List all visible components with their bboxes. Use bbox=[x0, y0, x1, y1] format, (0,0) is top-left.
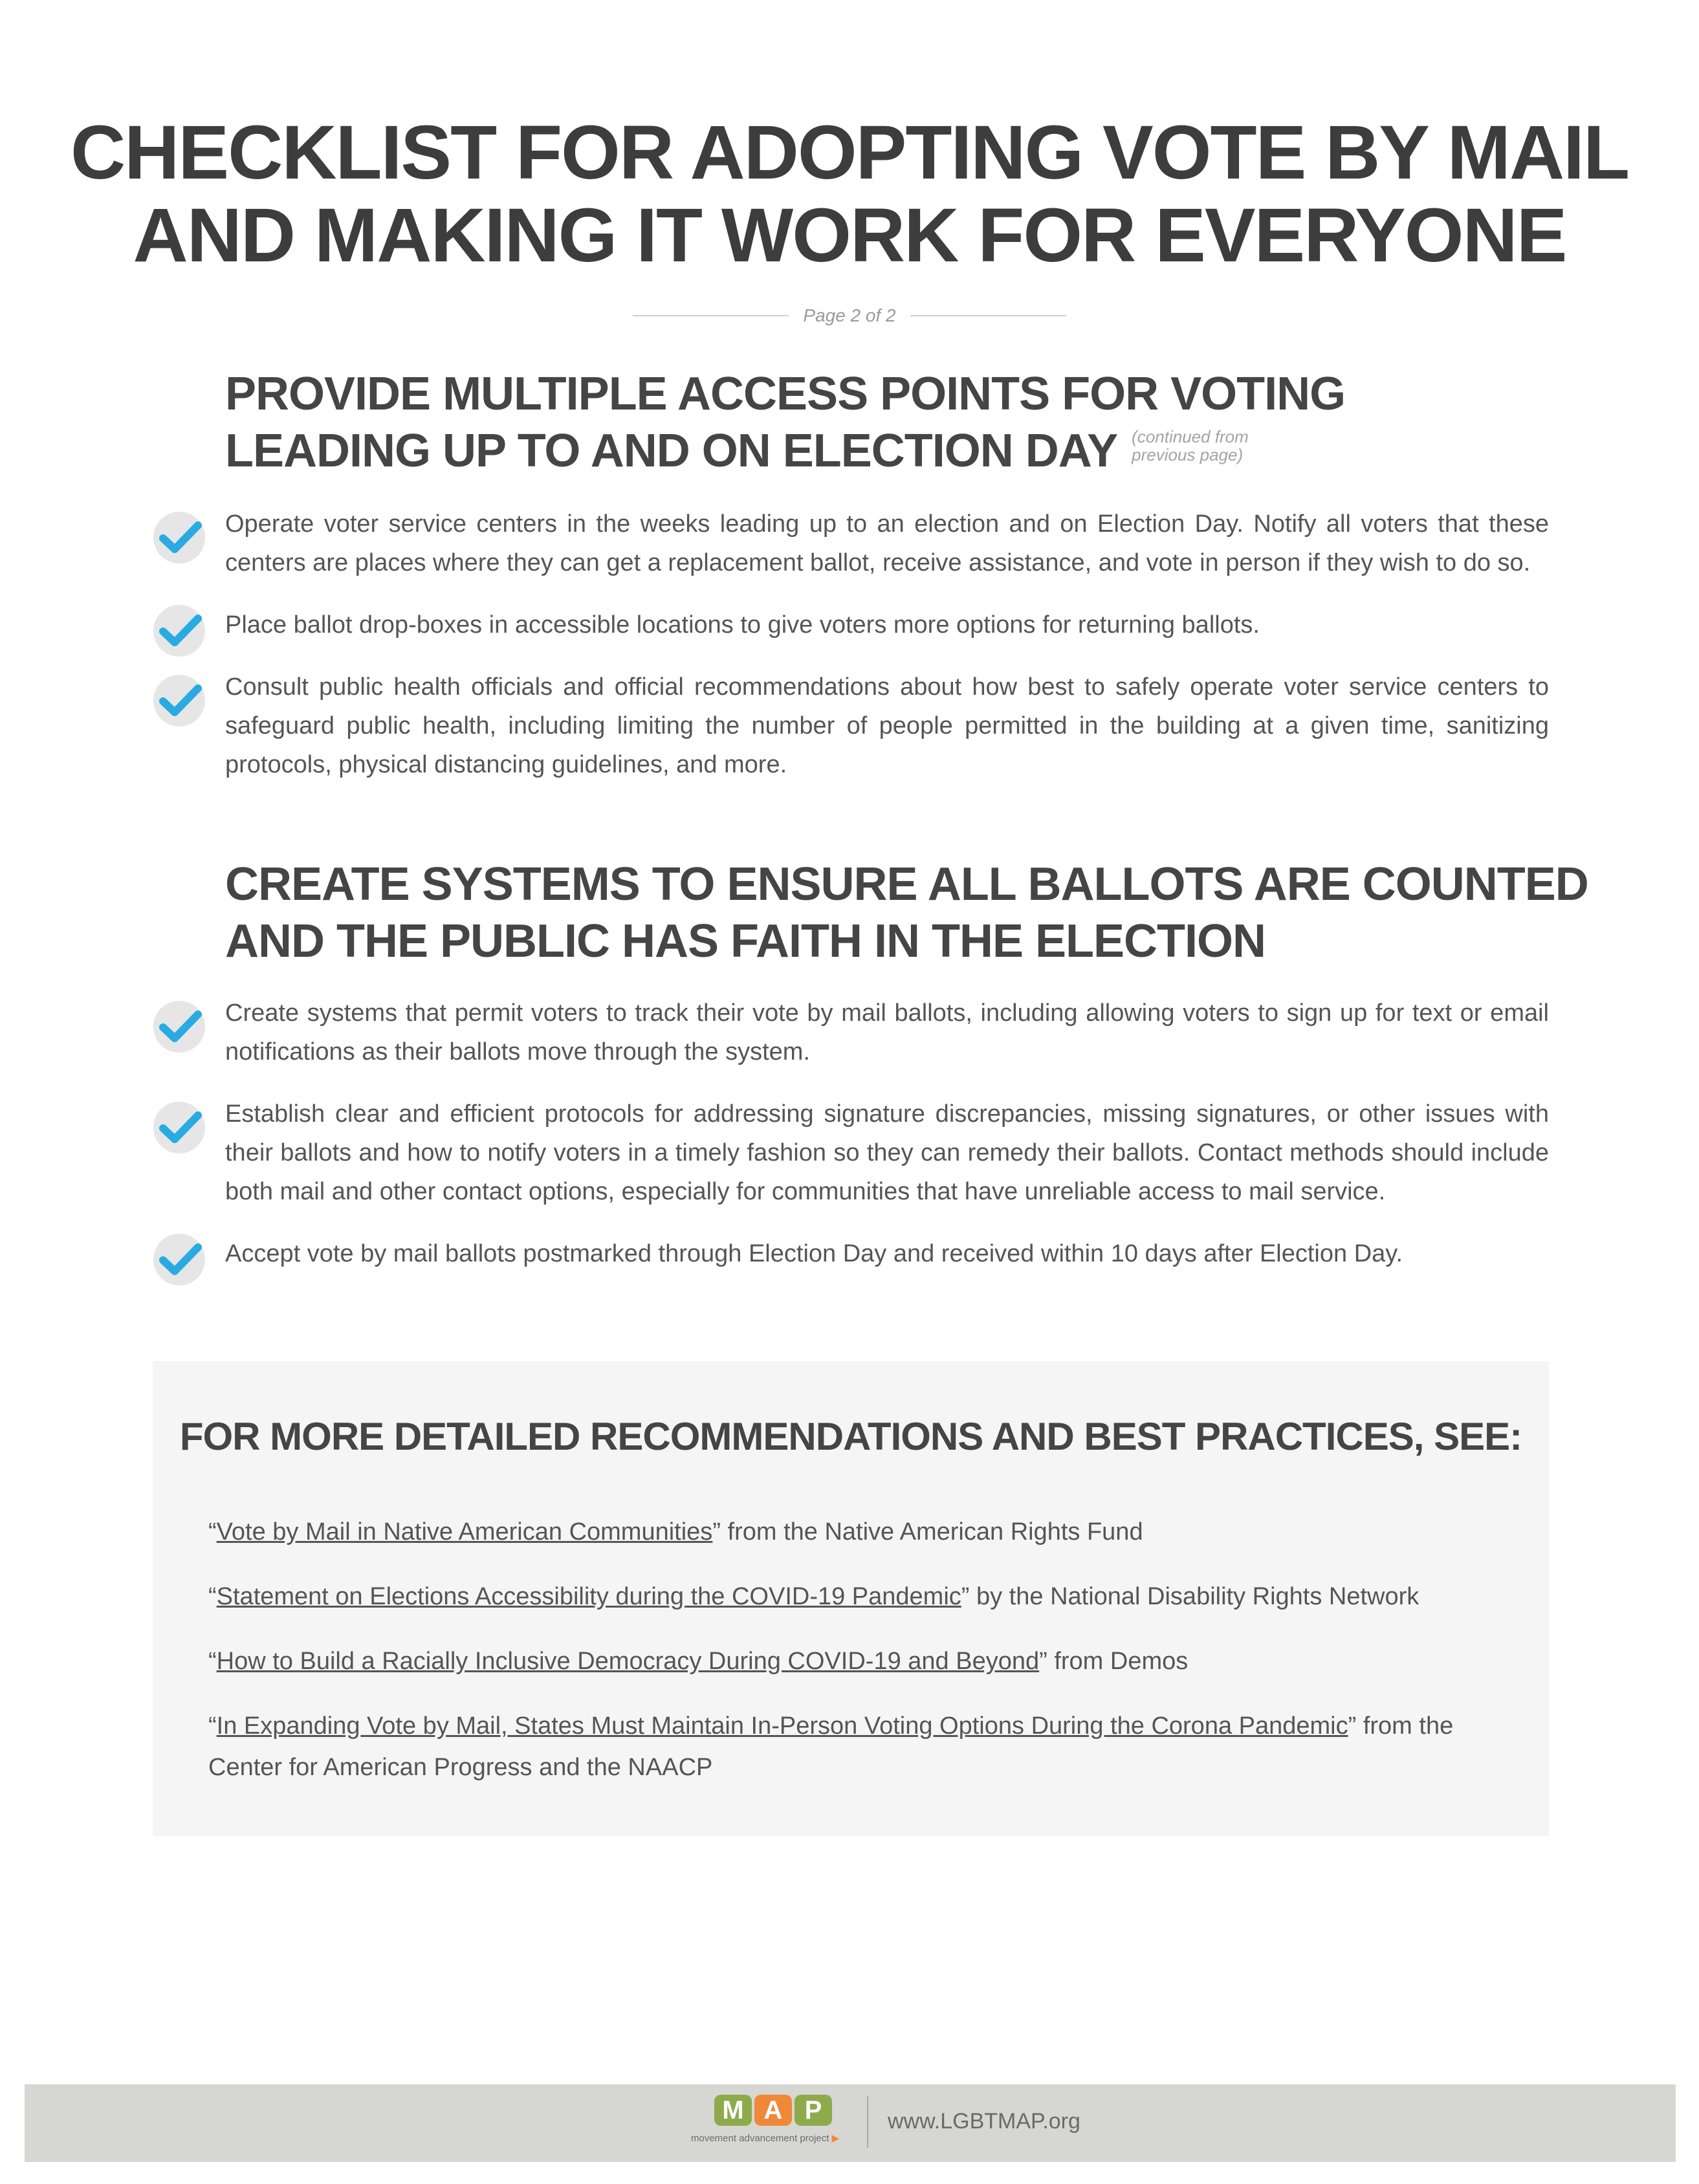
logo-tagline-text: movement advancement project bbox=[691, 2133, 829, 2144]
checklist-item bbox=[225, 994, 1549, 1071]
resource-source: ” from the Native American Rights Fund bbox=[712, 1518, 1143, 1545]
logo-tile-m: M bbox=[714, 2095, 752, 2126]
continued-note-line-1: (continued from bbox=[1132, 427, 1249, 446]
page-indicator-rule-right bbox=[910, 315, 1066, 316]
section1-heading bbox=[225, 366, 1345, 479]
checkmark-icon bbox=[151, 1100, 207, 1155]
title-line-1: CHECKLIST FOR ADOPTING VOTE BY MAIL bbox=[70, 110, 1629, 195]
resource-open-quote: “ bbox=[208, 1712, 217, 1740]
footer-bar bbox=[25, 2084, 1676, 2162]
checklist-item-text: Establish clear and efficient protocols for addressing signature discrepancies, missing signatures, or other issues with their ballots and how to notify voters in a timely fashion so they can remedy their ballots. Contact methods should include both mail and other contact options, especially for communities that have unreliable access to mail service. bbox=[225, 1100, 1549, 1205]
section1-heading-line-1: PROVIDE MULTIPLE ACCESS POINTS FOR VOTING bbox=[225, 368, 1346, 420]
page-indicator-text: Page 2 of 2 bbox=[803, 305, 896, 325]
section2-heading bbox=[225, 856, 1588, 970]
logo-tile-a: A bbox=[754, 2095, 792, 2126]
continued-note bbox=[1132, 428, 1249, 464]
resource-item bbox=[208, 1576, 1509, 1617]
resource-link[interactable]: How to Build a Racially Inclusive Democracy During COVID-19 and Beyond bbox=[216, 1648, 1040, 1675]
logo-tile-p: P bbox=[795, 2095, 832, 2126]
checklist-item-text: Consult public health officials and official recommendations about how best to safely operate voter service centers to safeguard public health, including limiting the number of people permitted in the building at a given time, sanitizing protocols, physical distancing guidelines, and more. bbox=[225, 673, 1549, 778]
resource-item bbox=[208, 1705, 1509, 1788]
document-title bbox=[0, 111, 1699, 277]
resource-link[interactable]: Statement on Elections Accessibility during the COVID-19 Pandemic bbox=[216, 1583, 961, 1610]
title-line-2: AND MAKING IT WORK FOR EVERYONE bbox=[133, 193, 1566, 278]
section1-heading-line-2-text: LEADING UP TO AND ON ELECTION DAY bbox=[225, 425, 1118, 477]
resource-item bbox=[208, 1511, 1509, 1553]
resource-open-quote: “ bbox=[208, 1648, 217, 1675]
continued-note-line-2: previous page) bbox=[1132, 445, 1244, 464]
resources-heading: FOR MORE DETAILED RECOMMENDATIONS AND BEST PRACTICES, SEE: bbox=[179, 1415, 1522, 1458]
checklist-item bbox=[225, 505, 1549, 582]
checklist-item bbox=[225, 668, 1549, 784]
section2-heading-line-2: AND THE PUBLIC HAS FAITH IN THE ELECTION bbox=[225, 915, 1266, 967]
resource-source: ” by the National Disability Rights Network bbox=[961, 1583, 1419, 1610]
website-url[interactable]: www.LGBTMAP.org bbox=[888, 2109, 1080, 2134]
resources-list bbox=[208, 1511, 1509, 1811]
checklist-item bbox=[225, 1234, 1549, 1273]
checklist-item bbox=[225, 1095, 1549, 1211]
page-indicator-rule-left bbox=[633, 315, 789, 316]
checkmark-icon bbox=[151, 673, 207, 728]
checklist-item-text: Accept vote by mail ballots postmarked through Election Day and received within 10 days after Election Day. bbox=[225, 1240, 1403, 1267]
section2-checklist bbox=[225, 994, 1549, 1296]
footer-divider bbox=[867, 2096, 868, 2148]
resource-link[interactable]: In Expanding Vote by Mail, States Must Maintain In-Person Voting Options During the Corona Pandemic bbox=[216, 1712, 1348, 1740]
map-logo bbox=[688, 2095, 844, 2150]
checklist-item bbox=[225, 606, 1549, 644]
checklist-item-text: Place ballot drop-boxes in accessible locations to give voters more options for returning ballots. bbox=[225, 611, 1260, 639]
page-indicator bbox=[633, 303, 1066, 329]
resource-source: ” from the Center for American Progress and the NAACP bbox=[208, 1712, 1454, 1781]
checklist-item-text: Operate voter service centers in the weeks leading up to an election and on Election Day. Notify all voters that these centers are places where they can get a replacement ballot, receive assistance, and vote in person if they wish to do so. bbox=[225, 510, 1549, 576]
resource-item bbox=[208, 1641, 1509, 1682]
checkmark-icon bbox=[151, 603, 207, 659]
resources-box bbox=[153, 1361, 1549, 1836]
checkmark-icon bbox=[151, 1232, 207, 1287]
checklist-item-text: Create systems that permit voters to track their vote by mail ballots, including allowing voters to sign up for text or email notifications as their ballots move through the system. bbox=[225, 999, 1549, 1065]
checkmark-icon bbox=[151, 999, 207, 1054]
logo-tagline bbox=[691, 2132, 839, 2144]
resource-open-quote: “ bbox=[208, 1583, 217, 1610]
section1-checklist bbox=[225, 505, 1549, 807]
resource-open-quote: “ bbox=[208, 1518, 217, 1545]
play-arrow-icon: ▶ bbox=[831, 2133, 840, 2144]
resource-link[interactable]: Vote by Mail in Native American Communities bbox=[216, 1518, 713, 1545]
checkmark-icon bbox=[151, 510, 207, 565]
section2-heading-line-1: CREATE SYSTEMS TO ENSURE ALL BALLOTS ARE COUNTED bbox=[225, 858, 1588, 910]
section1-heading-line-2 bbox=[225, 422, 1345, 479]
resource-source: ” from Demos bbox=[1039, 1648, 1189, 1675]
